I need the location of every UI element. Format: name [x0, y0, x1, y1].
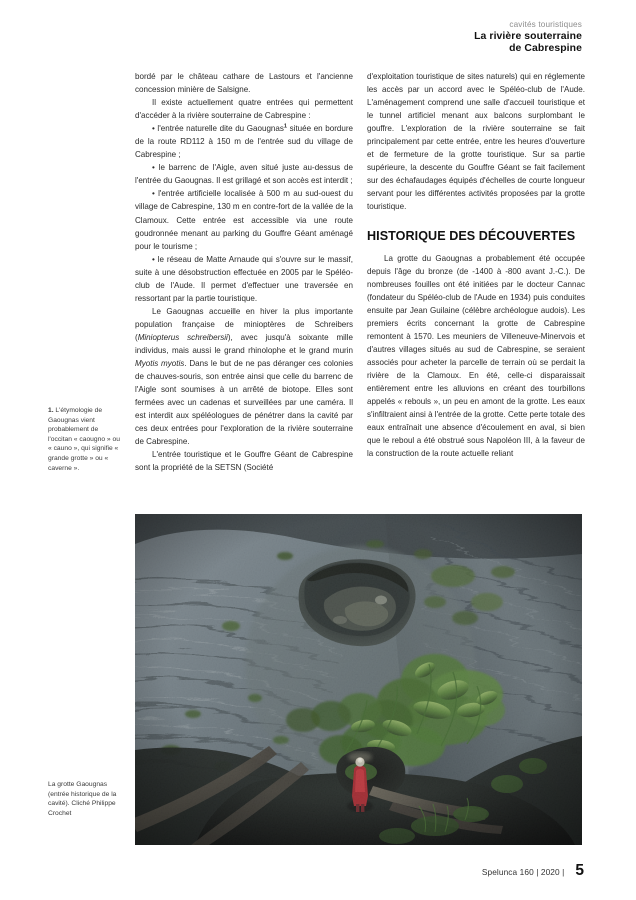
bullet-matte-arnaude: • le réseau de Matte Arnaude qui s'ouvre sur le massif, suite à une désobstruction effectuée en 2005 par le Spéléo-club de l'Aude. Il permet d'effectuer une traversée en ressortant par la partie touristique.: [135, 253, 353, 305]
footnote-marker-ref: 1: [283, 123, 288, 130]
species-miniopterus: Miniopterus schreibersii: [137, 332, 228, 342]
paragraph-entrances-intro: Il existe actuellement quatre entrées qui permettent d'accéder à la rivière souterraine de Cabrespine :: [135, 98, 353, 121]
paragraph-setsn-continuation: d'exploitation touristique de sites naturels) qui en réglemente les accès par un accord avec le Spéléo-club de l'Aude. L'aménagement comprend une salle d'accueil touristique et le tunnel artificiel menant aux balcons surplombant le gouffre. L'exploration de la rivière souterraine se fait principalement par cette entrée, entre les heures d'ouverture et de fermeture de la grotte touristique. Sur sa partie supérieure, la descente du Gouffre Géant se fait facilement sur des échafaudages équipés d'échelles de courte longueur servant pour les différentes activités proposées par la grotte touristique.: [367, 72, 585, 212]
running-head-title-line2: de Cabrespine: [509, 42, 582, 54]
running-head-kicker: cavités touristiques: [509, 20, 582, 29]
bullet-barrenc-aigle: • le barrenc de l'Aigle, aven situé juste au-dessus de l'entrée du Gaougnas. Il est grillagé et son accès est interdit ;: [135, 161, 353, 187]
bullet-artificial-entrance: • l'entrée artificielle localisée à 500 m au sud-ouest du village de Cabrespine, 130 m en contre-fort de la vallée de la Clamoux. Cette entrée est accessible via une route goudronnée menant au parking du Gouffre Géant aménagé pour le tourisme ;: [135, 187, 353, 252]
bullet-text-after: située en bordure de la route RD112 à 150 m de l'entrée sud du village de Cabrespine ;: [135, 124, 353, 160]
footnote-text: L'étymologie de Gaougnas vient probablement de l'occitan « caougno » ou « cauno », qui signifie « grande grotte » ou « caverne ».: [48, 407, 120, 472]
footnote-number: 1.: [48, 407, 54, 414]
paragraph-ownership: L'entrée touristique et le Gouffre Géant de Cabrespine sont la propriété de la SETSN (Société: [135, 450, 353, 473]
running-head: [474, 20, 582, 55]
paragraph-history: La grotte du Gaougnas a probablement été occupée depuis l'âge du bronze (de -1400 à -800 avant J.-C.). De nombreuses fouilles ont été initiées par le docteur Cannac (fondateur du Spéléo-club de l'Aude en 1934) puis conduites ensuite par Jean Guilaine (célèbre archéologue audois). Les premiers écrits concernant la grotte de Cabrespine remontent à 1570. Les meuniers de Villeneuve-Minervois et d'autres villages situés au sud de Cabrespine, se seraient associés pour acheter la parcelle de terrain où se perdait la rivière de la Clamoux. En été, celle-ci disparaissait entièrement entre les alluvions en créant des tourbillons appelés « rebouls », un peu en amont de la grotte. Les eaux s'infiltraient ainsi à l'entrée de la grotte. Cette perte totale des eaux entraînait une absence d'écoulement en aval, si bien que le reboul a été obstrué sous Napoléon III, à la faveur de la construction de la route actuelle reliant: [367, 253, 585, 459]
bats-text-3: . Dans le but de ne pas déranger ces colonies de chauves-souris, son entrée ainsi que celle du barrenc de l'Aigle sont soumises à un arrêté de biotope. Elles sont fermées avec un cadenas et surveillées par une caméra. Il est interdit aux spéléologues de pénétrer dans la cavité par ces deux entrées pour l'exploration de la rivière souterraine de Cabrespine.: [135, 359, 353, 447]
photo-gaougnas-cave-entrance: [135, 514, 582, 845]
paragraph-bats: [135, 305, 353, 449]
section-heading-historique: HISTORIQUE DES DÉCOUVERTES: [367, 228, 576, 243]
bullet-natural-entrance: [135, 122, 353, 161]
species-myotis: Myotis myotis: [135, 359, 185, 369]
cave-photo-illustration: [135, 514, 582, 845]
footnote-etymology: [48, 406, 120, 473]
bullet-text-before: l'entrée naturelle dite du Gaougnas: [157, 124, 284, 134]
bats-text-2: ), avec jusqu'à soixante mille individus, mais aussi le grand rhinolophe et le grand murin: [135, 332, 353, 355]
footer-issue-info: Spelunca 160 | 2020 |: [481, 866, 565, 877]
paragraph-continuation: bordé par le château cathare de Lastours et l'ancienne concession minière de Salsigne.: [135, 72, 353, 95]
text-column-right: [367, 70, 585, 460]
page-number: 5: [575, 861, 584, 879]
page-footer: [482, 863, 584, 879]
text-column-left: [135, 70, 353, 474]
photo-caption: La grotte Gaougnas (entrée historique de la cavité). Cliché Philippe Crochet: [48, 781, 117, 817]
running-head-title-line1: La rivière souterraine: [474, 30, 582, 42]
bats-text-1: Le Gaougnas accueille en hiver la plus importante population française de minioptères de Schreibers (: [135, 306, 353, 342]
